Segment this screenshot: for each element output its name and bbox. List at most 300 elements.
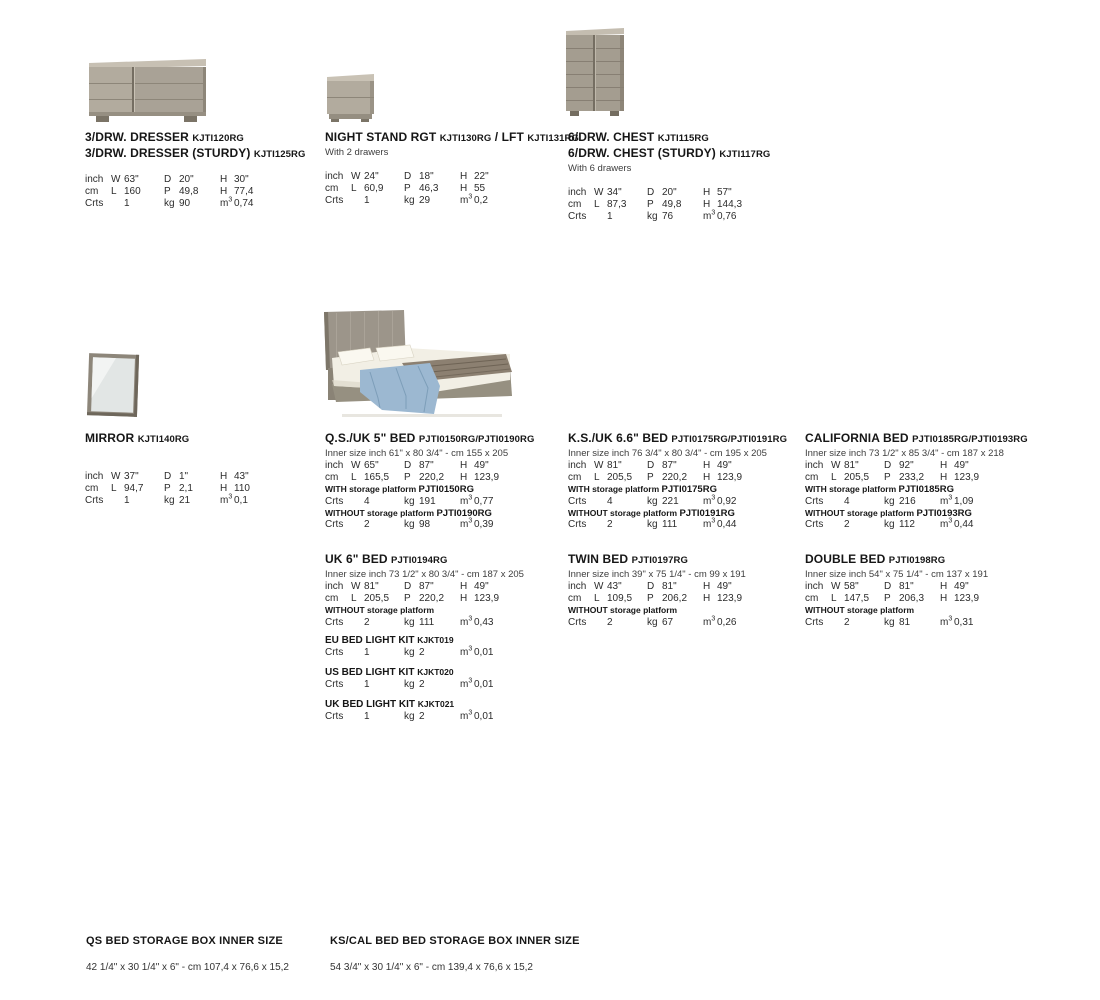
spec-cell: 49" (717, 581, 732, 592)
platform-variant-label (805, 508, 1028, 520)
spec-cell: 1 (607, 211, 613, 222)
spec-cell: 0,43 (474, 616, 494, 628)
spec-cell: 67 (662, 616, 674, 628)
spec-cell: 49" (474, 581, 489, 592)
spec-cell: 29 (419, 195, 431, 206)
spec-cell: kg (647, 211, 658, 222)
spec-cell: D (647, 187, 655, 198)
spec-cell: 2 (607, 616, 613, 628)
spec-cell: 76 (662, 211, 674, 222)
spec-cell: 20" (179, 174, 194, 185)
spec-cell: inch (568, 581, 587, 592)
spec-cell: L (351, 183, 357, 194)
spec-cell: H (460, 593, 468, 604)
spec-cell: H (703, 581, 711, 592)
spec-cell: 49" (717, 460, 732, 471)
chest-product-image (564, 27, 627, 120)
spec-cell: $m^3$ (703, 517, 716, 530)
product-title (568, 431, 787, 447)
spec-cell: 112 (899, 519, 915, 530)
spec-cell: 111 (662, 519, 678, 530)
spec-cell: kg (647, 616, 658, 628)
spec-cell: $m^3$ (703, 209, 716, 222)
spec-cell: P (647, 472, 654, 483)
spec-row (568, 472, 787, 484)
product-code: PJTI0194RG (391, 555, 448, 566)
spec-row (805, 617, 1000, 629)
spec-cell: P (164, 483, 171, 494)
spec-cell: 206,3 (899, 593, 925, 604)
spec-cell: 37" (124, 471, 139, 482)
spec-cell: D (884, 460, 892, 471)
platform-label-text: WITH storage platform (325, 484, 419, 494)
product-code: KJTI140RG (137, 434, 190, 445)
spec-cell: 57" (717, 187, 732, 198)
dresser-illustration (86, 58, 209, 125)
product-name: Q.S./UK 5" BED (325, 431, 419, 445)
spec-cell: W (351, 171, 361, 182)
product-name: CALIFORNIA BED (805, 431, 913, 445)
spec-cell: kg (884, 519, 895, 530)
platform-variant-label (568, 508, 787, 520)
spec-row (805, 460, 1028, 472)
spec-cell: $m^3$ (703, 615, 716, 628)
product-code: PJTI0150RG/PJTI0190RG (418, 434, 535, 445)
spec-cell: $m^3$ (940, 517, 953, 530)
spec-row (568, 211, 770, 223)
product-subtitle: Inner size inch 61" x 80 3/4" - cm 155 x 205 (325, 448, 509, 459)
spec-cell: 0,77 (474, 495, 494, 507)
product-subtitle: With 6 drawers (568, 163, 632, 174)
spec-cell: cm (568, 593, 582, 604)
spec-row (568, 593, 763, 605)
spec-cell: 1 (364, 195, 370, 206)
spec-row (325, 647, 520, 659)
spec-cell: inch (85, 174, 104, 185)
kit-name: EU BED LIGHT KIT (325, 635, 418, 646)
spec-cell: 18" (419, 171, 434, 182)
spec-cell: Crts (325, 495, 344, 507)
spec-cell: L (111, 186, 117, 197)
spec-cell: H (460, 171, 468, 182)
spec-cell: 109,5 (607, 593, 633, 604)
spec-row (325, 460, 535, 472)
platform-variant-label (325, 508, 535, 520)
kit-title (325, 634, 520, 647)
spec-cell: 2 (419, 679, 425, 690)
spec-row (568, 519, 787, 531)
product-title (325, 130, 579, 146)
product-name: DOUBLE BED (805, 552, 889, 566)
spec-cell: cm (325, 183, 339, 194)
spec-cell: $m^3$ (460, 645, 473, 658)
spec-cell: kg (164, 495, 175, 506)
spec-cell: 123,9 (954, 593, 980, 604)
product-california-bed (805, 431, 1028, 531)
spec-cell: cm (85, 483, 99, 494)
spec-row (568, 460, 787, 472)
platform-code: PJTI0193RG (916, 507, 972, 519)
product-code: KJTI125RG (253, 149, 306, 160)
spec-cell: 123,9 (474, 593, 500, 604)
nightstand-illustration (325, 72, 377, 122)
platform-code: PJTI0191RG (679, 507, 735, 519)
platform-label-text: WITH storage platform (805, 484, 899, 494)
spec-cell: L (111, 483, 117, 494)
spec-cell: 81" (662, 581, 677, 592)
spec-row (805, 496, 1028, 508)
product-code: PJTI0175RG/PJTI0191RG (671, 434, 788, 445)
spec-cell: W (111, 471, 121, 482)
spec-cell: inch (568, 187, 587, 198)
spec-cell: 2 (364, 616, 370, 628)
spec-cell: 205,5 (364, 593, 390, 604)
spec-cell: 0,44 (717, 519, 737, 530)
spec-cell: W (831, 581, 841, 592)
spec-cell: 92" (899, 460, 914, 471)
spec-cell: $m^3$ (460, 494, 473, 507)
spec-table (568, 460, 787, 484)
spec-cell: 144,3 (717, 199, 743, 210)
spec-cell: Crts (325, 519, 344, 530)
product-subtitle: Inner size inch 73 1/2" x 85 3/4" - cm 187 x 218 (805, 448, 1004, 459)
spec-cell: 55 (474, 183, 486, 194)
spec-cell: $m^3$ (460, 615, 473, 628)
spec-cell: L (351, 593, 357, 604)
spec-cell: 46,3 (419, 183, 439, 194)
dresser-product-image (86, 58, 209, 125)
product-name: 3/DRW. DRESSER (STURDY) (85, 146, 254, 160)
spec-cell: cm (325, 593, 339, 604)
spec-cell: D (647, 581, 655, 592)
spec-cell: L (831, 472, 837, 483)
product-name: MIRROR (85, 431, 138, 445)
spec-cell: $m^3$ (220, 493, 233, 506)
product-subtitle: Inner size inch 39" x 75 1/4" - cm 99 x 191 (568, 569, 746, 580)
spec-cell: 2 (607, 519, 613, 530)
platform-variant-label (325, 605, 524, 617)
spec-cell: 0,1 (234, 495, 248, 506)
mirror-product-image (83, 351, 144, 422)
product-ks-uk66-bed (568, 431, 787, 531)
spec-cell: P (884, 472, 891, 483)
product-title (568, 146, 770, 162)
bed-light-kit (325, 666, 520, 691)
spec-cell: Crts (325, 711, 344, 722)
nightstand-product-image (325, 72, 377, 122)
spec-cell: 123,9 (717, 593, 743, 604)
product-mirror (85, 431, 280, 507)
product-title (568, 130, 770, 146)
spec-cell: kg (404, 679, 415, 690)
spec-row (325, 593, 524, 605)
kit-title (325, 666, 520, 679)
spec-cell: kg (647, 519, 658, 530)
spec-cell: 2 (364, 519, 370, 530)
platform-label-text: WITHOUT storage platform (325, 507, 437, 518)
spec-cell: 43" (607, 581, 622, 592)
product-subtitle: Inner size inch 54" x 75 1/4" - cm 137 x 191 (805, 569, 989, 580)
spec-cell: 123,9 (474, 472, 500, 483)
product-double-bed (805, 552, 1000, 629)
spec-cell: H (703, 460, 711, 471)
platform-code: PJTI0150RG (418, 484, 474, 495)
spec-cell: H (703, 199, 711, 210)
spec-table (325, 581, 524, 605)
spec-cell: 87" (419, 460, 434, 471)
ks-cal-storage-box-note (330, 935, 580, 973)
product-title (805, 552, 1000, 568)
spec-cell: 216 (899, 495, 916, 507)
spec-cell: 221 (662, 495, 679, 507)
platform-label-text: WITHOUT storage platform (568, 507, 680, 518)
platform-label-text: WITH storage platform (568, 484, 662, 494)
spec-cell: W (351, 581, 361, 592)
spec-cell: cm (805, 593, 819, 604)
spec-row (568, 187, 770, 199)
spec-cell: L (831, 593, 837, 604)
spec-cell: P (404, 183, 411, 194)
mirror-illustration (83, 351, 144, 422)
spec-cell: L (594, 593, 600, 604)
spec-cell: L (351, 472, 357, 483)
platform-variant-label (568, 484, 787, 496)
platform-code: PJTI0175RG (661, 484, 717, 495)
spec-row (325, 195, 579, 207)
spec-cell: inch (568, 460, 587, 471)
qs-storage-box-dims: 42 1/4" x 30 1/4" x 6" - cm 107,4 x 76,6 x 15,2 (86, 962, 289, 973)
spec-cell: 205,5 (844, 472, 870, 483)
spec-row (805, 593, 1000, 605)
product-code: KJTI131RG (527, 133, 579, 144)
spec-cell: 206,2 (662, 593, 688, 604)
product-name: 6/DRW. CHEST (STURDY) (568, 146, 720, 160)
spec-cell: 220,2 (419, 472, 445, 483)
spec-cell: 81" (364, 581, 379, 592)
spec-cell: $m^3$ (460, 193, 473, 206)
spec-cell: 205,5 (607, 472, 633, 483)
spec-cell: 4 (844, 495, 850, 507)
spec-table (568, 187, 770, 223)
product-code: KJTI120RG (192, 133, 244, 144)
spec-cell: kg (884, 495, 895, 507)
spec-cell: 1 (364, 711, 370, 722)
spec-cell: inch (805, 460, 824, 471)
spec-cell: H (460, 183, 468, 194)
spec-cell: Crts (805, 519, 824, 530)
product-name: NIGHT STAND RGT (325, 130, 440, 144)
product-code: KJTI115RG (657, 133, 709, 144)
spec-cell: inch (805, 581, 824, 592)
spec-cell: Crts (568, 211, 587, 222)
spec-cell: 123,9 (717, 472, 743, 483)
spec-row (85, 186, 305, 198)
platform-label-text: WITHOUT storage platform (805, 605, 915, 615)
spec-cell: 2 (844, 519, 850, 530)
chest-illustration (564, 27, 627, 120)
spec-row (325, 472, 535, 484)
product-code: KJTI130RG (439, 133, 492, 144)
spec-cell: 110 (234, 483, 250, 494)
spec-cell: D (404, 171, 412, 182)
spec-cell: P (884, 593, 891, 604)
spec-cell: H (940, 472, 948, 483)
spec-cell: inch (325, 581, 344, 592)
spec-cell: cm (85, 186, 99, 197)
spec-cell: 43" (234, 471, 249, 482)
product-title (805, 431, 1028, 447)
spec-cell: $m^3$ (460, 677, 473, 690)
product-dresser (85, 130, 305, 210)
spec-cell: H (220, 483, 228, 494)
spec-cell: 0,74 (234, 198, 254, 209)
spec-cell: P (404, 472, 411, 483)
spec-cell: 1" (179, 471, 189, 482)
spec-cell: 49,8 (662, 199, 682, 210)
spec-cell: 0,26 (717, 616, 737, 628)
spec-cell: 30" (234, 174, 249, 185)
platform-label-text: WITHOUT storage platform (325, 605, 435, 615)
spec-cell: kg (404, 195, 415, 206)
spec-cell: H (940, 581, 948, 592)
spec-cell: cm (325, 472, 339, 483)
spec-table (805, 460, 1028, 484)
spec-cell: W (111, 174, 121, 185)
spec-cell: 0,01 (474, 647, 494, 658)
spec-cell: kg (404, 616, 415, 628)
spec-cell: 24" (364, 171, 379, 182)
spec-cell: 233,2 (899, 472, 925, 483)
spec-table (568, 581, 763, 605)
spec-cell: H (460, 581, 468, 592)
spec-cell: P (647, 199, 654, 210)
spec-cell: $m^3$ (460, 709, 473, 722)
product-nightstand (325, 130, 579, 207)
spec-cell: W (594, 187, 604, 198)
spec-cell: inch (325, 460, 344, 471)
product-uk6-bed (325, 552, 524, 629)
spec-cell: 63" (124, 174, 139, 185)
spec-cell: D (164, 174, 172, 185)
spec-row (568, 581, 763, 593)
spec-cell: H (940, 593, 948, 604)
spec-cell: $m^3$ (940, 615, 953, 628)
spec-row (85, 174, 305, 186)
spec-cell: 220,2 (662, 472, 688, 483)
spec-cell: cm (568, 472, 582, 483)
spec-cell: 49,8 (179, 186, 199, 197)
spec-cell: cm (805, 472, 819, 483)
spec-cell: 2 (844, 616, 850, 628)
spec-cell: D (647, 460, 655, 471)
spec-cell: 2 (419, 711, 425, 722)
spec-row (325, 711, 520, 723)
bed-illustration (318, 308, 520, 420)
spec-cell: 87" (419, 581, 434, 592)
spec-cell: 1 (124, 198, 130, 209)
bed-light-kits (325, 634, 520, 730)
platform-variant-label (805, 605, 1000, 617)
spec-cell: $m^3$ (940, 494, 953, 507)
spec-cell: D (404, 581, 412, 592)
spec-cell: H (703, 187, 711, 198)
spec-cell: 220,2 (419, 593, 445, 604)
spec-cell: kg (404, 519, 415, 530)
spec-cell: Crts (325, 195, 344, 206)
product-name: UK 6" BED (325, 552, 392, 566)
spec-cell: 22" (474, 171, 489, 182)
spec-table (805, 581, 1000, 605)
spec-table (85, 174, 305, 210)
platform-code: PJTI0185RG (898, 484, 954, 495)
spec-cell: 81" (607, 460, 622, 471)
product-name: / LFT (491, 130, 528, 144)
product-subtitle: Inner size inch 76 3/4" x 80 3/4" - cm 195 x 205 (568, 448, 767, 459)
product-name: TWIN BED (568, 552, 632, 566)
spec-cell: 1 (364, 647, 370, 658)
spec-cell: 0,39 (474, 519, 494, 530)
product-code: PJTI0197RG (631, 555, 689, 566)
spec-cell: kg (647, 495, 658, 507)
spec-cell: cm (568, 199, 582, 210)
spec-cell: 94,7 (124, 483, 144, 494)
spec-row (325, 519, 535, 531)
product-name: 6/DRW. CHEST (568, 130, 658, 144)
spec-cell: 49" (474, 460, 489, 471)
spec-row (325, 496, 535, 508)
platform-code: PJTI0190RG (436, 507, 492, 519)
platform-label-text: WITHOUT storage platform (568, 605, 678, 615)
spec-cell: P (647, 593, 654, 604)
spec-cell: 111 (419, 616, 435, 628)
product-title (568, 552, 763, 568)
spec-row (85, 198, 305, 210)
spec-cell: Crts (325, 647, 344, 658)
spec-cell: Crts (85, 495, 104, 506)
spec-cell: $m^3$ (220, 196, 233, 209)
ks-cal-storage-box-title: KS/CAL BED BED STORAGE BOX INNER SIZE (330, 935, 580, 947)
spec-cell: L (594, 199, 600, 210)
bed-product-image (318, 308, 520, 420)
spec-cell: H (703, 593, 711, 604)
spec-cell: 1 (364, 679, 370, 690)
spec-cell: 165,5 (364, 472, 390, 483)
kit-code: KJKT019 (417, 635, 454, 645)
spec-cell: kg (404, 647, 415, 658)
spec-cell: 21 (179, 495, 191, 506)
spec-row (568, 199, 770, 211)
spec-cell: 160 (124, 186, 141, 197)
product-chest (568, 130, 770, 223)
spec-row (805, 581, 1000, 593)
spec-cell: 1,09 (954, 495, 974, 507)
product-qs-uk5-bed (325, 431, 535, 531)
spec-cell: kg (164, 198, 175, 209)
kit-name: UK BED LIGHT KIT (325, 699, 418, 710)
spec-row (325, 617, 524, 629)
spec-row (85, 471, 280, 483)
spec-cell: 81" (899, 581, 914, 592)
spec-cell: D (404, 460, 412, 471)
spec-row (325, 581, 524, 593)
spec-cell: 191 (419, 495, 436, 507)
spec-cell: 1 (124, 495, 130, 506)
spec-cell: Crts (325, 616, 344, 628)
spec-cell: D (164, 471, 172, 482)
spec-cell: H (220, 174, 228, 185)
kit-title (325, 698, 520, 711)
spec-row (85, 495, 280, 507)
